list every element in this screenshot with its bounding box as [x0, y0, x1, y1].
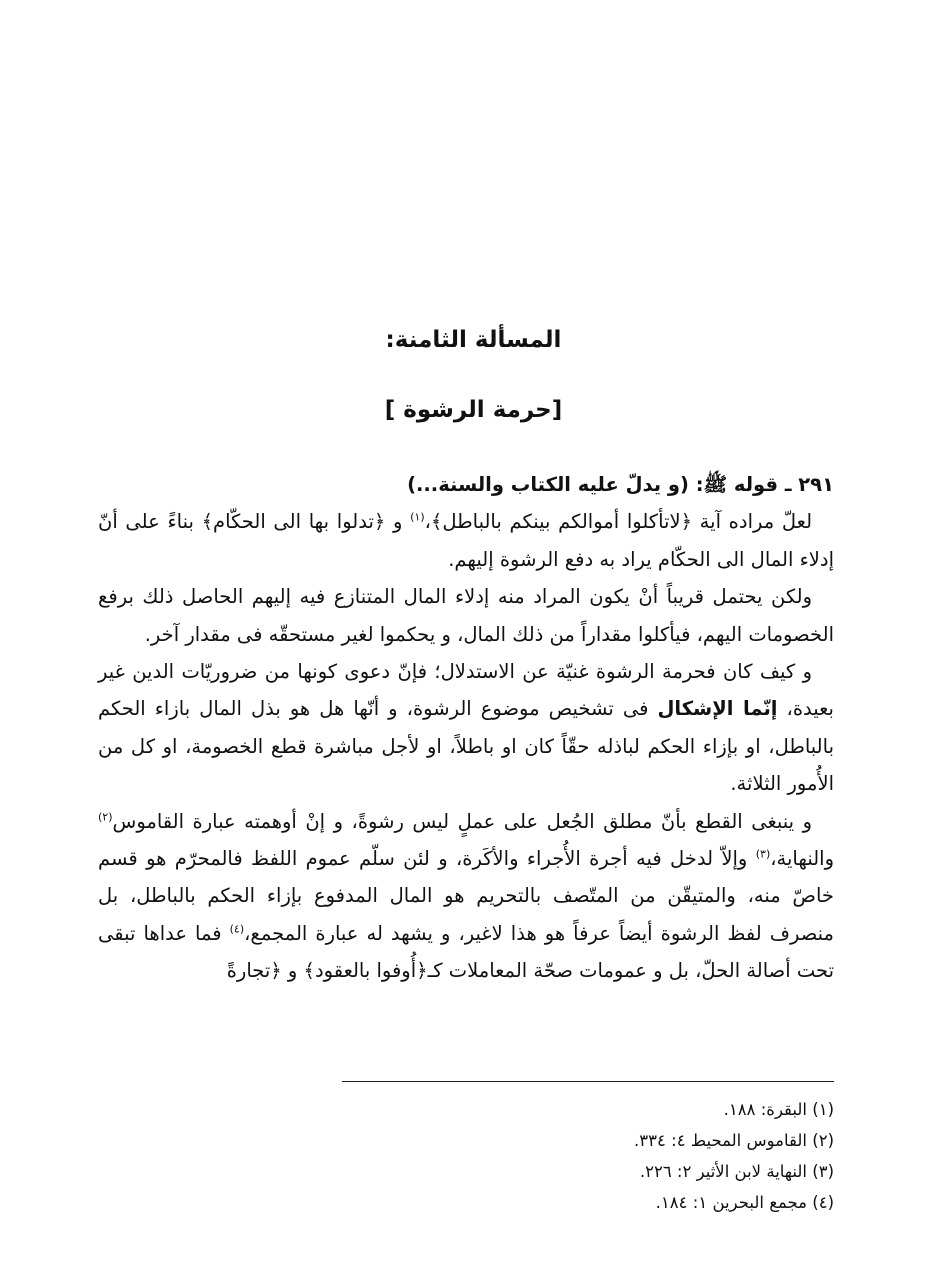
- paragraph-text: وإلاّ لدخل فيه أجرة الأُجراء والأكَرة، و لئن سلّم عموم اللفظ فالمحرّم هو قسم خاصّ منه، والمتيقّن من المتّصف بالتحريم هو المال المدفوع بإزاء الحكم بالباطل، بل منصرف لفظ الرشوة أيضاً عرفاً هو هذا لاغير، و يشهد له عبارة المجمع،: [98, 847, 834, 945]
- footnote-ref-1[interactable]: (١): [410, 510, 425, 524]
- paragraph-text: والنهاية،: [770, 847, 834, 871]
- footnote-ref-3[interactable]: (٣): [755, 847, 771, 861]
- footnote-2: (٢) القاموس المحيط ٤: ٣٣٤.: [634, 1131, 834, 1150]
- chapter-title: المسألة الثامنة:: [385, 327, 562, 353]
- footnote-3: (٣) النهاية لابن الأثير ٢: ٢٢٦.: [639, 1162, 834, 1181]
- paragraph-text: و ينبغى القطع بأنّ مطلق الجُعل على عملٍ ليس رشوةً، و إنْ أوهمته عبارة القاموس: [112, 809, 812, 833]
- entry-heading-text: ـ قوله ﷺ: (و يدلّ عليه الكتاب والسنة...): [407, 473, 792, 496]
- paragraph-4: [98, 803, 834, 990]
- entry-heading: [98, 466, 834, 503]
- paragraph-1: [98, 503, 834, 578]
- footnote-divider: [342, 1081, 834, 1082]
- paragraph-text: ولكن يحتمل قريباً أنْ يكون المراد منه إدلاء المال المتنازع فيه إليهم الحاصل ذلك برفع الخصومات اليهم، فيأكلوا مقداراً من ذلك المال، و يحكموا لغير مستحقّه فى مقدار آخر.: [98, 585, 834, 646]
- paragraph-3: [98, 653, 834, 803]
- emphasized-text: إنّما الإشكال: [657, 697, 778, 721]
- body-text: [98, 466, 834, 990]
- entry-number: ٢٩١: [798, 473, 834, 496]
- paragraph-text: و ﴿تدلوا بها الى الحكّام﴾ بناءً على أنّ إدلاء المال الى الحكّام يراد به دفع الرشوة إليهم.: [98, 510, 834, 571]
- footnote-4: (٤) مجمع البحرين ١: ١٨٤.: [655, 1193, 834, 1212]
- paragraph-2: [98, 578, 834, 653]
- paragraph-text: لعلّ مراده آية ﴿لاتأكلوا أموالكم بينكم بالباطل﴾،: [424, 510, 813, 534]
- footnotes: [560, 1094, 834, 1218]
- section-title: [حرمة الرشوة ]: [384, 397, 563, 423]
- paragraph-text: فى تشخيص موضوع الرشوة، و أنّها هل هو بذل المال بازاء الحكم بالباطل، او بإزاء الحكم لباذله حقّاً كان او باطلاً، او لأجل مباشرة قطع الخصومة، او كل من الأُمور الثلاثة.: [98, 697, 834, 796]
- footnote-ref-2[interactable]: (٢): [98, 810, 113, 824]
- footnote-ref-4[interactable]: (٤): [229, 922, 245, 936]
- paragraph-text: فما عداها تبقى تحت أصالة الحلّ، بل و عمومات صحّة المعاملات كـ﴿أُوفوا بالعقود﴾ و ﴿تجارةً: [98, 921, 834, 983]
- paragraph-text: و كيف كان فحرمة الرشوة غنيّة عن الاستدلال؛ فإنّ دعوى كونها من ضروريّات الدين غير بعيدة،: [98, 660, 834, 721]
- footnote-1: (١) البقرة: ١٨٨.: [723, 1100, 834, 1119]
